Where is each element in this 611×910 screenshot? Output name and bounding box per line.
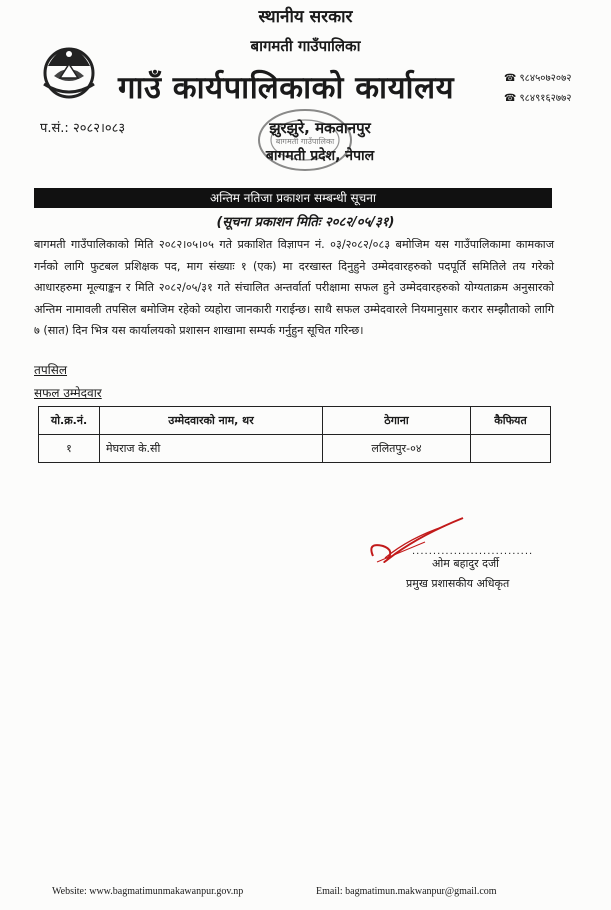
office-title: गाउँ कार्यपालिकाको कार्यालय	[118, 70, 455, 106]
tapsil-heading: तपसिल	[34, 363, 68, 377]
cell-remarks	[471, 435, 551, 463]
publication-date: (सूचना प्रकाशन मितिः २०८२/०५/३१)	[216, 215, 395, 230]
footer-website: Website: www.bagmatimunmakawanpur.gov.np	[52, 886, 244, 897]
notice-paragraph: बागमती गाउँपालिकाको मिति २०८२।०५।०५ गते प्रकाशित विज्ञापन नं. ०३/२०८२/०८३ बमोजिम यस गाउँपालिकामा कामकाज गर्नको लागि फुटबल प्रशिक्षक पद, माग संख्याः १ (एक) मा दरखास्त दिनुहुने उम्मेदवारहरुको पदपूर्ति समितिले तय गरेको आधारहरुमा मूल्याङ्कन र मिति २०८२/०५/३१ गते संचालित अन्तर्वार्ता परीक्षामा सफल हुने उम्मेदवारहरुको योग्यताक्रम अनुसारको अन्तिम नामावली तपसिल बमोजिम रहेको व्यहोरा जानकारी गराईन्छ। साथै सफल उम्मेदवारले नियमानुसार करार सम्झौताको लागि ७ (सात) दिन भित्र यस कार्यालयको प्रशासन शाखामा सम्पर्क गर्नुहुन सूचित गरिन्छ।	[34, 238, 554, 337]
phone-2	[504, 90, 571, 104]
seal-text: बागमती गाउँपालिका	[275, 137, 335, 146]
nepal-emblem-icon	[38, 40, 100, 102]
cell-serial: १	[39, 435, 100, 463]
table-row	[39, 435, 551, 463]
phone-number-1: ९८४५०७२०७२	[519, 73, 572, 84]
col-name: उम्मेदवारको नाम, थर	[100, 407, 323, 435]
col-address: ठेगाना	[323, 407, 471, 435]
phone-1	[504, 70, 571, 84]
cell-address: ललितपुर-०४	[323, 435, 471, 463]
notice-body	[34, 234, 554, 342]
signatory-title: प्रमुख प्रशासकीय अधिकृत	[406, 577, 510, 590]
signatory-name: ओम बहादुर दर्जी	[432, 557, 499, 570]
phone-icon: ☎	[504, 73, 517, 84]
reference-number: प.सं.: २०८२।०८३	[40, 121, 126, 136]
results-table	[38, 406, 551, 463]
office-location: झुरझुरे, मकवानपुर	[269, 119, 371, 137]
cell-name: मेघराज के.सी	[100, 435, 323, 463]
phone-number-2: ९८४९१६२७७२	[519, 93, 572, 104]
col-serial: यो.क्र.नं.	[39, 407, 100, 435]
header-line-1: स्थानीय सरकार	[258, 7, 353, 27]
col-remarks: कैफियत	[471, 407, 551, 435]
header-line-2: बागमती गाउँपालिका	[250, 37, 361, 55]
notice-banner: अन्तिम नतिजा प्रकाशन सम्बन्धी सूचना	[34, 188, 552, 208]
table-header-row	[39, 407, 551, 435]
office-province: बागमती प्रदेश, नेपाल	[265, 148, 375, 164]
footer-email: Email: bagmatimun.makwanpur@gmail.com	[316, 886, 497, 897]
signature-line: .............................	[412, 546, 534, 557]
phone-icon: ☎	[504, 93, 517, 104]
successful-candidates-heading: सफल उम्मेदवार	[34, 386, 102, 400]
